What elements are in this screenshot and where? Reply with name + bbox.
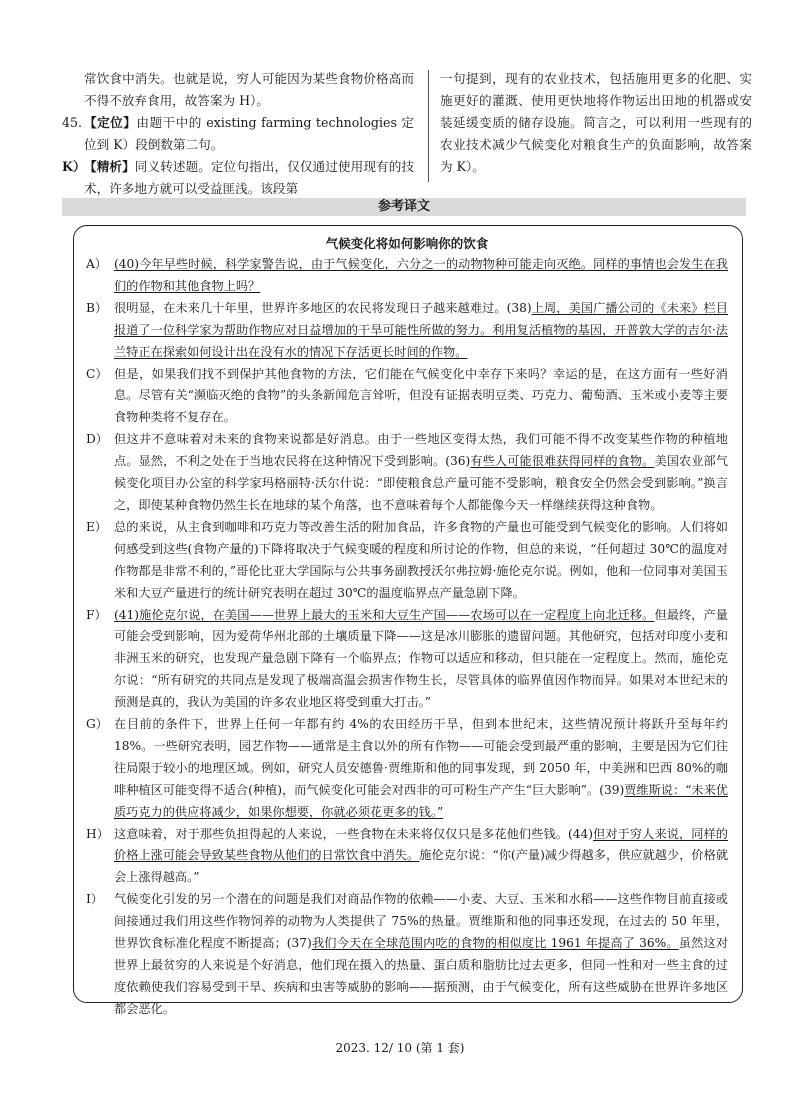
paragraph-letter: C） [86, 366, 108, 381]
paragraph-b: B） 很明显，在未来几十年里，世界许多地区的农民将发现日子越来越难过。(38)上周，美国广播公司的《未来》栏目报道了一位科学家为帮助作物应对日益增加的干旱可能性所做的努力。利用复活植物的基因，开普敦大学的吉尔·法兰特正在探索如何设计出在没有水的情况下存活更长时间的作物。 [86, 298, 728, 364]
answers-left-column [62, 68, 414, 200]
column-divider [428, 70, 429, 182]
underlined-text: (41)施伦克尔说，在美国——世界上最大的玉米和大豆生产国——农场可以在一定程度上向北迁移。 [114, 607, 655, 622]
paragraph-f: F） (41)施伦克尔说，在美国——世界上最大的玉米和大豆生产国——农场可以在一定程度上向北迁移。但最终，产量可能会受到影响，因为爱荷华州北部的土壤质量下降——这是冰川膨胀的遗留问题。其他研究，包括对印度小麦和非洲玉米的研究，也发现产量急剧下降有一个临界点；作物可以适应和移动，但只能在一定程度上。然而，施伦克尔说：“所有研究的共同点是发现了极端高温会损害作物生长，尽管具体的临界值因作物而异。如果对本世纪末的预测是真的，我认为美国的许多农业地区将受到重大打击。” [86, 605, 728, 715]
section-banner: 参考译文 [62, 198, 746, 216]
question-45 [62, 112, 414, 156]
underlined-text: 我们今天在全球范围内吃的食物的相似度比 1961 年提高了 36%。 [311, 936, 679, 951]
paragraph-d: D） 但这并不意味着对未来的食物来说都是好消息。由于一些地区变得太热，我们可能不得不改变某些作物的种植地点。显然，不利之处在于当地农民将在这种情况下受到影响。(36)有些人可能很难获得同样的食物。美国农业部气候变化项目办公室的科学家玛格丽特·沃尔什说：“即使粮食总产量可能不受影响，粮食安全仍然会受到影响。”换言之，即使某种食物仍然生长在地球的某个角落，也不意味着每个人都能像今天一样继续获得这种食物。 [86, 429, 728, 517]
paragraph-letter: I） [86, 892, 104, 907]
question-number: 45. [62, 115, 83, 130]
locate-text: 由题干中的 existing farming technologies 定位到 K）段倒数第二句。 [84, 115, 415, 152]
paragraph-letter: F） [86, 607, 107, 622]
underlined-text: 有些人可能很难获得同样的食物。 [470, 454, 655, 469]
paragraph-c: C） 但是，如果我们找不到保护其他食物的方法，它们能在气候变化中幸存下来吗？幸运的是，在这方面有一些好消息。尽管有关“濒临灭绝的食物”的头条新闻危言耸听，但没有证据表明豆类、巧克力、葡萄酒、玉米或小麦等主要食物种类将不复存在。 [86, 364, 728, 430]
article-title: 气候变化将如何影响你的饮食 [325, 236, 489, 251]
answers-right-column [440, 68, 752, 178]
underlined-text: 上周，美国广播公司的《未来》栏目报道了一位科学家为帮助作物应对日益增加的干旱可能性所做的努力。利用复活植物的基因，开普敦大学的吉尔·法兰特正在探索如何设计出在没有水的情况下存活更长时间的作物。 [114, 300, 728, 359]
paragraph-a [86, 254, 728, 298]
paragraph-letter: G） [86, 717, 108, 732]
paragraph-letter: H） [86, 826, 109, 841]
answer-h-continuation: 常饮食中消失。也就是说，穷人可能因为某些食物价格高而不得不放弃食用，故答案为 H）。 [84, 71, 414, 108]
paragraph-e: E） 总的来说，从主食到咖啡和巧克力等改善生活的附加食品，许多食物的产量也可能受到气候变化的影响。人们将如何感受到这些(食物产量的)下降将取决于气候变暖的程度和所讨论的作物，但总的来说，“任何超过 30℃的温度对作物都是非常不利的，”哥伦比亚大学国际与公共事务副教授沃尔弗拉姆·施伦克尔说。例如，他和一位同事对美国玉米和大豆产量进行的统计研究表明在超过 30℃的温度临界点产量急剧下降。 [86, 517, 728, 605]
analysis-continuation: 一句提到，现有的农业技术，包括施用更多的化肥、实施更好的灌溉、使用更快地将作物运出田地的机器或安装延缓变质的储存设施。简言之，可以利用一些现有的农业技术减少气候变化对粮食生产的负面影响，故答案为 K）。 [440, 71, 752, 174]
locate-label: 【定位】 [84, 115, 137, 130]
paragraph-letter: A） [86, 257, 107, 271]
underlined-text: 贾维斯说：“未来优质巧克力的供应将减少，如果你想要，你就必须花更多的钱。” [114, 782, 728, 819]
page-footer: 2023. 12/ 10 (第 1 套) [335, 1041, 465, 1055]
paragraph-letter: B） [86, 300, 108, 315]
answer-k [62, 156, 414, 200]
answer-explanations [62, 68, 752, 196]
translation-box [73, 225, 743, 1016]
paragraph-g: G） 在目前的条件下，世界上任何一年都有约 4%的农田经历干旱，但到本世纪末，这些情况预计将跃升至每年约 18%。一些研究表明，园艺作物——通常是主食以外的所有作物——可能会受到最严重的影响，主要是因为它们往往局限于较小的地理区域。例如，研究人员安德鲁·贾维斯和他的同事发现，到 2050 年，中美洲和巴西 80%的咖啡种植区可能变得不适合(种植)，而气候变化可能会对西非的可可粉生产产生“巨大影响”。(39)贾维斯说：“未来优质巧克力的供应将减少，如果你想要，你就必须花更多的钱。” [86, 714, 728, 824]
underlined-text: (40)今年早些时候，科学家警告说，由于气候变化，六分之一的动物物种可能走向灭绝。同样的事情也会发生在我们的作物和其他食物上吗？ [114, 257, 728, 293]
analysis-label: 【精析】 [84, 159, 135, 174]
analysis-text: 同义转述题。定位句指出，仅仅通过使用现有的技术，许多地方就可以受益匪浅。该段第 [84, 159, 415, 196]
paragraph-letter: D） [86, 432, 108, 447]
paragraph-letter: E） [86, 519, 108, 534]
answer-letter: K） [62, 159, 86, 174]
paragraph-i: I） 气候变化引发的另一个潜在的问题是我们对商品作物的依赖——小麦、大豆、玉米和水稻——这些作物目前直接或间接通过我们用这些作物饲养的动物为人类提供了 75%的热量。贾维斯和他的同事还发现，在过去的 50 年里，世界饮食标准化程度不断提高；(37)我们今天在全球范围内吃的食物的相似度比 1961 年提高了 36%。虽然这对世界上最贫穷的人来说是个好消息，他们现在摄入的热量、蛋白质和脂肪比过去更多，但同一性和对一些主食的过度依赖使我们容易受到干旱、疾病和虫害等威胁的影响——据预测，由于气候变化，所有这些威胁在世界许多地区都会恶化。 [86, 889, 728, 1020]
paragraph-h: H） 这意味着，对于那些负担得起的人来说，一些食物在未来将仅仅只是多花他们些钱。(44)但对于穷人来说，同样的价格上涨可能会导致某些食物从他们的日常饮食中消失。施伦克尔说：“你(产量)减少得越多，供应就越少，价格就会上涨得越高。” [86, 824, 728, 890]
underlined-text: 但对于穷人来说，同样的价格上涨可能会导致某些食物从他们的日常饮食中消失。 [114, 826, 728, 863]
